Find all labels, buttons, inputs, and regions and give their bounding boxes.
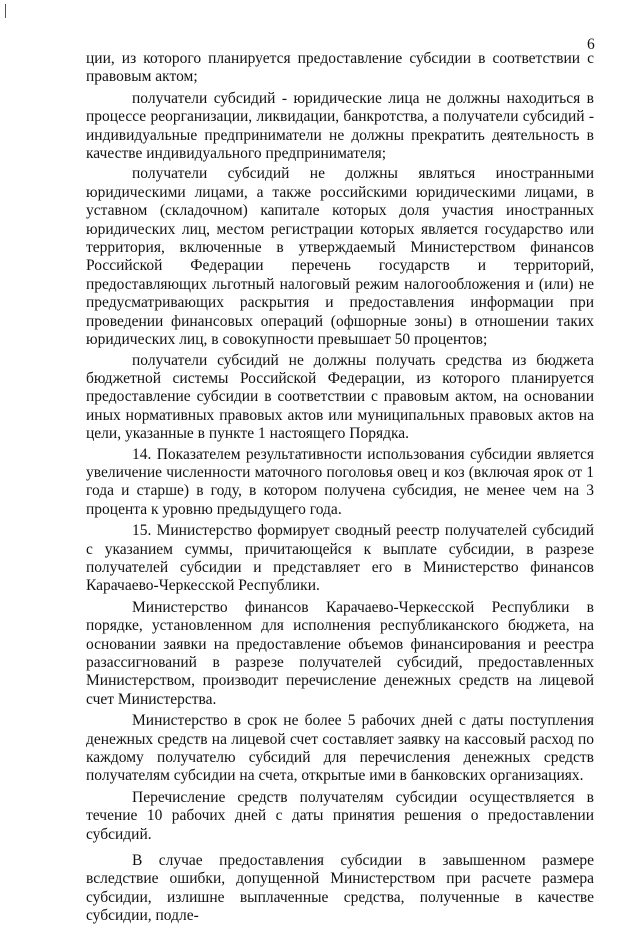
paragraph-reorganization-condition: получатели субсидий - юридические лица не должны находиться в процессе реорганизации, ликвидации, банкротства, а получатели субсидий - индивидуальные предприниматели не должны прекратить деятельность в качестве индивидуального предпринимателя; <box>86 89 594 163</box>
paragraph-item-14: 14. Показателем результативности использования субсидии является увеличение численности маточного поголовья овец и коз (включая ярок от 1 года и старше) в году, в котором получена субсидия, не менее чем на 3 процента к уровню предыдущего года. <box>86 445 594 518</box>
page-number: 6 <box>587 36 595 53</box>
document-body <box>86 50 594 928</box>
paragraph-overpayment: В случае предоставления субсидии в завышенном размере вследствие ошибки, допущенной Министерством при расчете размера субсидии, излишне выплаченные средства, полученные в качестве субсидии, подле- <box>86 852 594 925</box>
paragraph-foreign-entities-condition: получатели субсидий не должны являться иностранными юридическими лицами, а также российскими юридическими лицами, в уставном (складочном) капитале которых доля участия иностранных юридических лиц, местом регистрации которых является государство или территория, включенные в утверждаемый Министерством финансов Российской Федерации перечень государств и территорий, предоставляющих льготный налоговый режим налогообложения и (или) не предусматривающих раскрытия и предоставления информации при проведении финансовых операций (офшорные зоны) в отношении таких юридических лиц, в совокупности превышает 50 процентов; <box>86 165 594 349</box>
paragraph-item-15: 15. Министерство формирует сводный реестр получателей субсидий с указанием суммы, причитающейся к выплате субсидии, в разрезе получателей субсидии и представляет его в Министерство финансов Карачаево-Черкесской Республики. <box>86 522 594 595</box>
paragraph-cash-request: Министерство в срок не более 5 рабочих дней с даты поступления денежных средств на лицевой счет составляет заявку на кассовый расход по каждому получателю субсидий для перечисления денежных средств получателям субсидии на счета, открытые ими в банковских организациях. <box>86 712 594 785</box>
paragraph-continuation: ции, из которого планируется предоставление субсидии в соответствии с правовым актом; <box>86 50 594 86</box>
paragraph-transfer-deadline: Перечисление средств получателям субсидии осуществляется в течение 10 рабочих дней с даты принятия решения о предоставлении субсидий. <box>86 788 594 843</box>
scan-edge-mark <box>5 4 6 18</box>
paragraph-ministry-of-finance: Министерство финансов Карачаево-Черкесской Республики в порядке, установленном для исполнения республиканского бюджета, на основании заявки на предоставление объемов финансирования и реестра разассигнований в разрезе получателей субсидий, предоставленных Министерством, производит перечисление денежных средств на лицевой счет Министерства. <box>86 598 594 708</box>
paragraph-other-budget-funds-condition: получатели субсидий не должны получать средства из бюджета бюджетной системы Российской Федерации, из которого планируется предоставление субсидии в соответствии с правовым актом, на основании иных нормативных правовых актов или муниципальных правовых актов на цели, указанные в пункте 1 настоящего Порядка. <box>86 351 594 443</box>
